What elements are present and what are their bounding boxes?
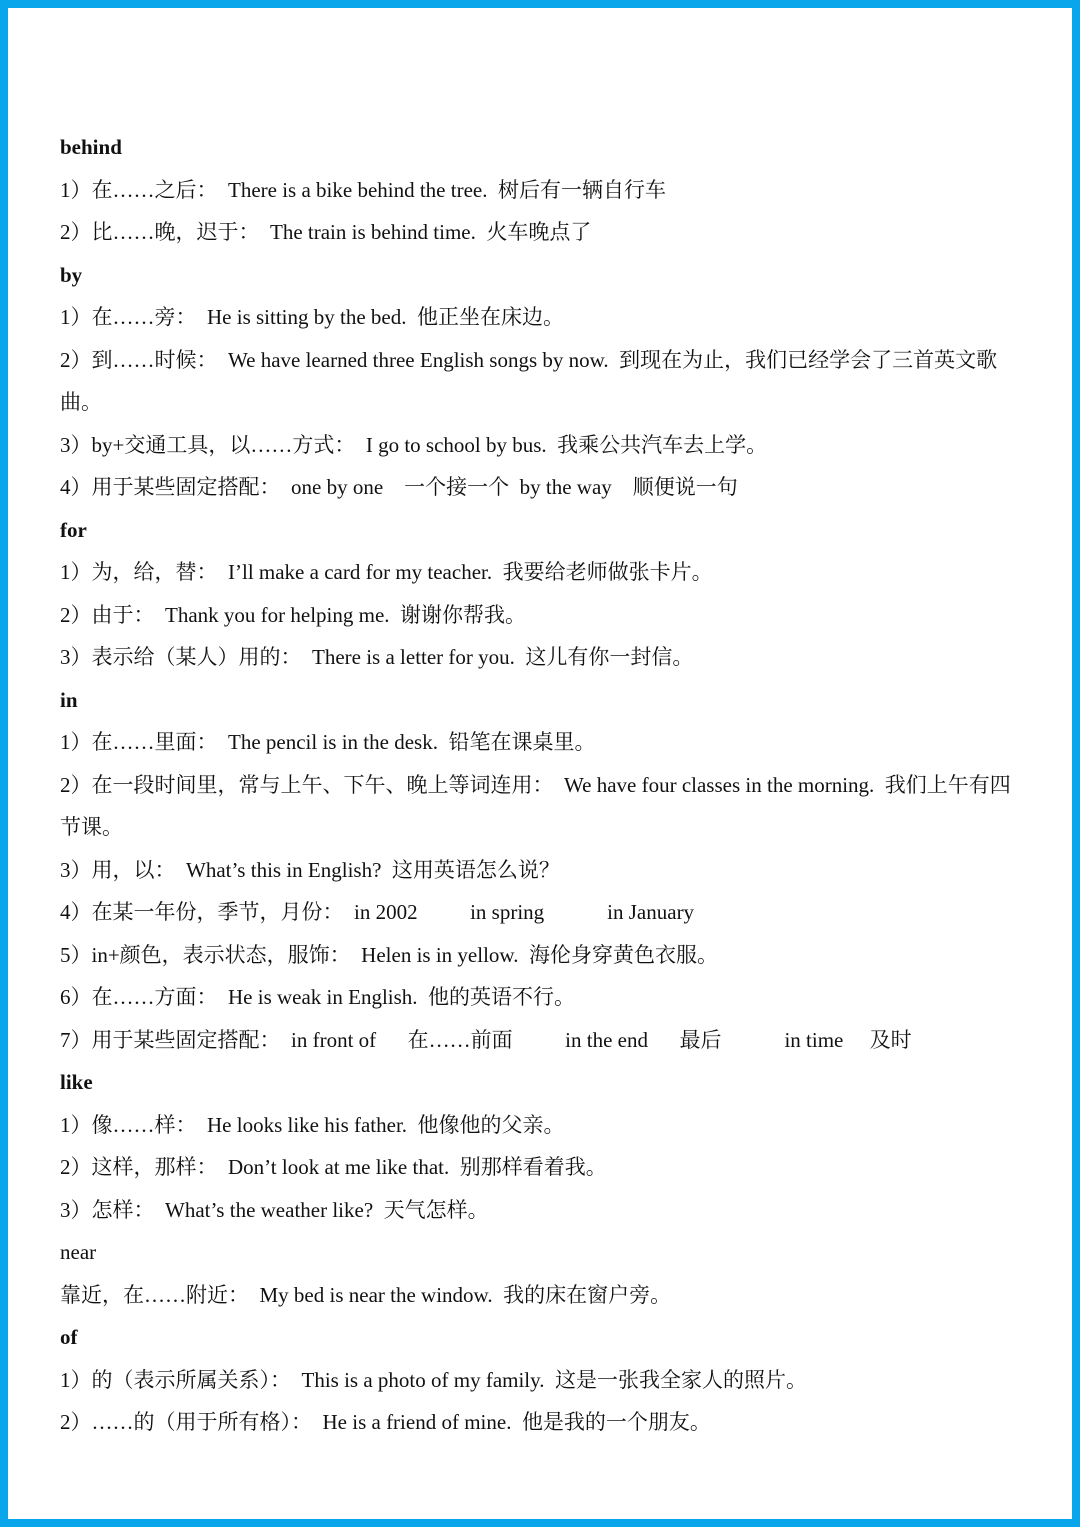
text-line: 1）的（表示所属关系）： This is a photo of my family. 这是一张我全家人的照片。 bbox=[60, 1367, 808, 1392]
text-line: 节课。 bbox=[60, 815, 123, 839]
text-line: near bbox=[60, 1240, 97, 1264]
headword: of bbox=[60, 1325, 78, 1349]
headword: in bbox=[60, 687, 78, 712]
text-line: 2）在一段时间里，常与上午、下午、晚上等词连用： We have four classes in the morning. 我们上午有四 bbox=[60, 772, 1011, 797]
text-line: 2）到……时候： We have learned three English songs by now. 到现在为止，我们已经学会了三首英文歌 bbox=[60, 347, 998, 372]
text-line: 3）怎样： What’s the weather like? 天气怎样。 bbox=[60, 1197, 489, 1222]
text-line: 3）用，以： What’s this in English? 这用英语怎么说？ bbox=[60, 857, 560, 882]
text-line: 1）在……之后： There is a bike behind the tree. 树后有一辆自行车 bbox=[60, 177, 666, 202]
headword: for bbox=[60, 517, 87, 542]
text-line: 2）比……晚，迟于： The train is behind time. 火车晚点了 bbox=[60, 220, 592, 244]
text-line: 1）在……旁： He is sitting by the bed. 他正坐在床边。 bbox=[60, 305, 564, 329]
text-line: 4）在某一年份，季节，月份： in 2002 in spring in January bbox=[60, 900, 695, 924]
text-line: 1）为，给，替： I’ll make a card for my teacher. 我要给老师做张卡片。 bbox=[60, 560, 713, 584]
text-line: 靠近，在……附近： My bed is near the window. 我的床在窗户旁。 bbox=[60, 1282, 672, 1307]
text-line: 1）在……里面： The pencil is in the desk. 铅笔在课桌里。 bbox=[60, 730, 596, 754]
text-line: 2）由于： Thank you for helping me. 谢谢你帮我。 bbox=[60, 602, 527, 627]
headword: by bbox=[60, 262, 83, 287]
text-line: 6）在……方面： He is weak in English. 他的英语不行。 bbox=[60, 985, 576, 1009]
text-line: 7）用于某些固定搭配： in front of 在……前面 in the end 最后 in time 及时 bbox=[60, 1027, 912, 1052]
headword: like bbox=[60, 1070, 93, 1094]
text-line: 2）这样，那样： Don’t look at me like that. 别那样看着我。 bbox=[60, 1155, 607, 1179]
headword: behind bbox=[60, 135, 122, 159]
document-content bbox=[60, 126, 1050, 1444]
text-line: 3）by+交通工具，以……方式： I go to school by bus. 我乘公共汽车去上学。 bbox=[60, 432, 768, 457]
text-line: 3）表示给（某人）用的： There is a letter for you. 这儿有你一封信。 bbox=[60, 645, 694, 669]
text-line: 5）in+颜色，表示状态，服饰： Helen is in yellow. 海伦身穿黄色衣服。 bbox=[60, 942, 718, 967]
text-line: 曲。 bbox=[60, 390, 102, 414]
text-line: 1）像……样： He looks like his father. 他像他的父亲。 bbox=[60, 1112, 565, 1137]
text-line: 2）……的（用于所有格）： He is a friend of mine. 他是我的一个朋友。 bbox=[60, 1410, 711, 1434]
text-line: 4）用于某些固定搭配： one by one 一个接一个 by the way 顺便说一句 bbox=[60, 475, 738, 499]
